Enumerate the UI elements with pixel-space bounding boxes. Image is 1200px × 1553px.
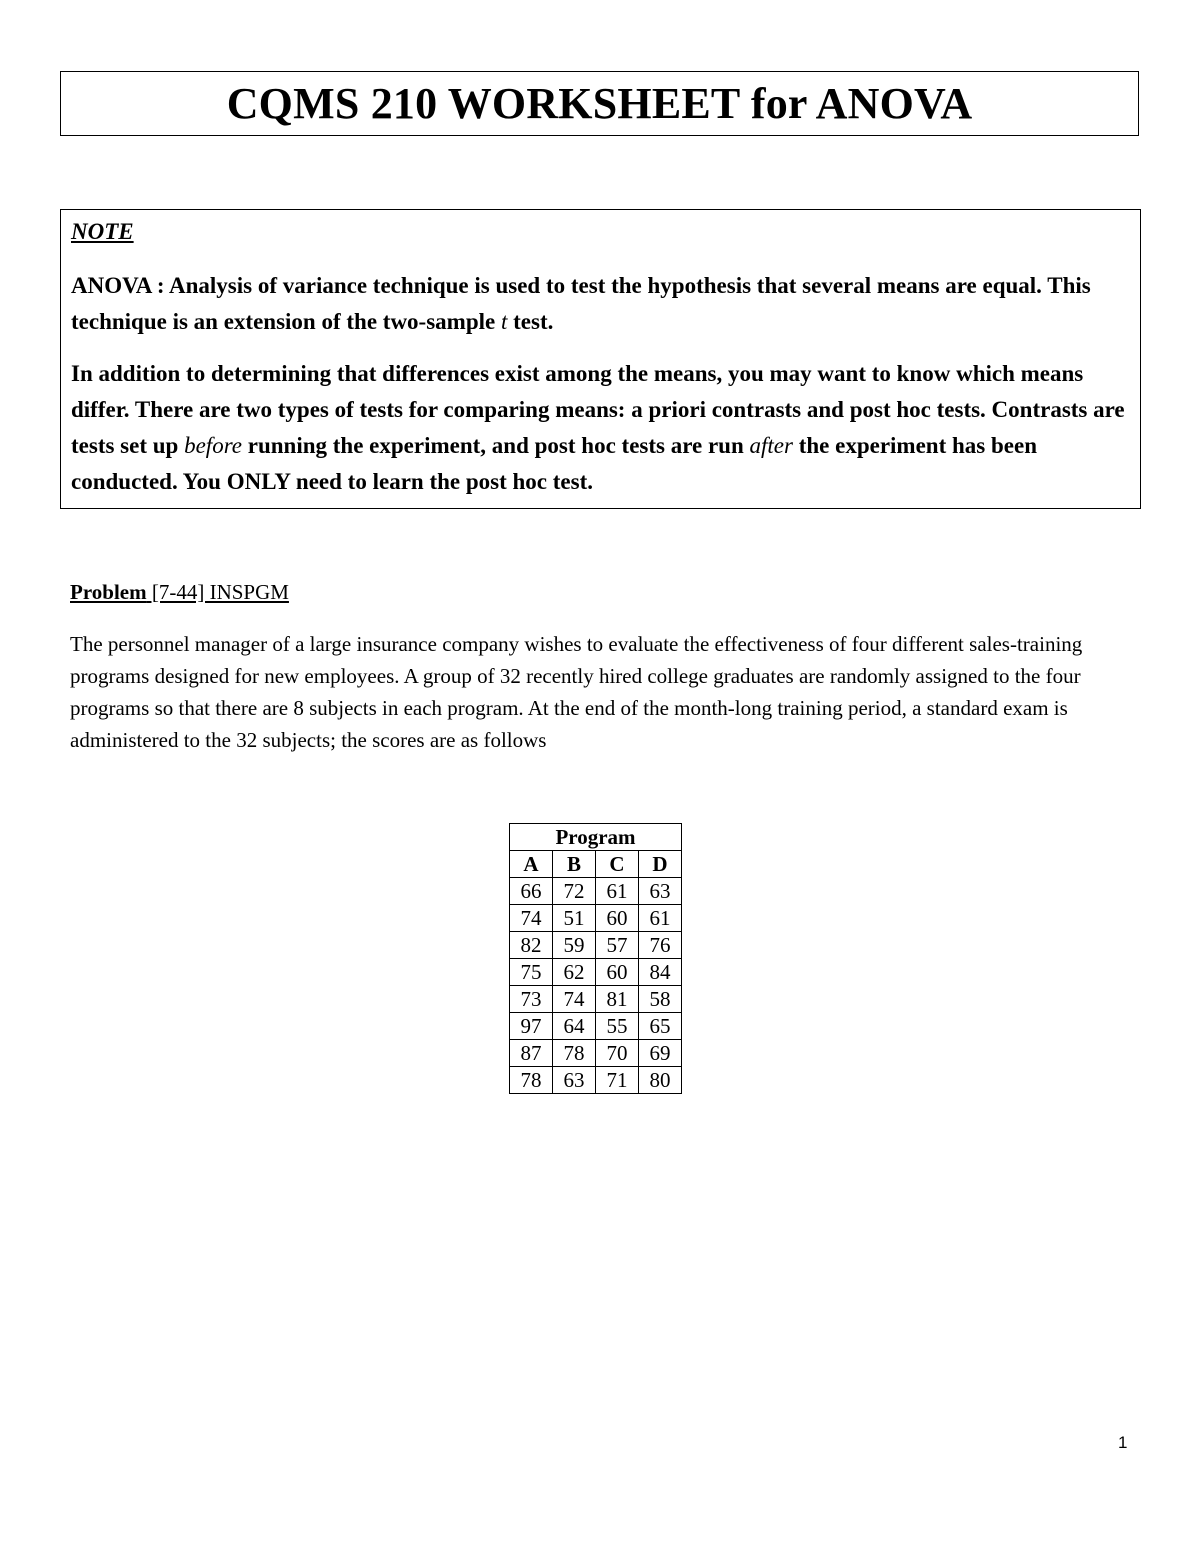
table-cell: 64 <box>553 1013 596 1040</box>
problem-code: [7-44] INSPGM <box>146 580 289 604</box>
table-cell: 69 <box>639 1040 682 1067</box>
table-row <box>510 932 682 959</box>
anova-term: ANOVA : <box>71 273 165 298</box>
anova-definition <box>71 268 1130 340</box>
table-cell: 73 <box>510 986 553 1013</box>
anova-definition-end: test. <box>507 309 554 334</box>
table-cell: 63 <box>553 1067 596 1094</box>
anova-definition-text: Analysis of variance technique is used to test the hypothesis that several means are equal. This technique is an extension of the two-sample <box>71 273 1091 334</box>
before-word: before <box>184 433 242 458</box>
table-cell: 82 <box>510 932 553 959</box>
title-box <box>60 71 1139 136</box>
t-symbol: t <box>500 309 508 334</box>
comparison-text-1: In addition to determining that differences exist among the means, you may want to know which means differ. There are two types of tests for comparing means: a priori contrasts and post hoc tests. Contrasts are tests set up <box>71 361 1125 458</box>
table-row <box>510 959 682 986</box>
table-cell: 57 <box>596 932 639 959</box>
problem-text: The personnel manager of a large insurance company wishes to evaluate the effectiveness of four different sales-training programs designed for new employees. A group of 32 recently hired college graduates are randomly assigned to the four programs so that there are 8 subjects in each program. At the end of the month-long training period, a standard exam is administered to the 32 subjects; the scores are as follows <box>70 632 1083 752</box>
scores-table <box>509 823 682 1094</box>
table-cell: 61 <box>596 878 639 905</box>
table-cell: 76 <box>639 932 682 959</box>
table-cell: 51 <box>553 905 596 932</box>
table-cell: 74 <box>510 905 553 932</box>
column-header-a: A <box>510 851 553 878</box>
table-row <box>510 1040 682 1067</box>
problem-label: Problem <box>70 580 147 604</box>
table-row <box>510 1013 682 1040</box>
page-title: CQMS 210 WORKSHEET for ANOVA <box>226 78 973 128</box>
table-cell: 66 <box>510 878 553 905</box>
after-word: after <box>749 433 793 458</box>
table-row <box>510 1067 682 1094</box>
table-row <box>510 905 682 932</box>
table-cell: 81 <box>596 986 639 1013</box>
table-cell: 75 <box>510 959 553 986</box>
table-cell: 63 <box>639 878 682 905</box>
table-cell: 78 <box>510 1067 553 1094</box>
page-number: 1 <box>1118 1433 1128 1452</box>
note-heading: NOTE <box>71 219 134 244</box>
table-cell: 72 <box>553 878 596 905</box>
table-cell: 70 <box>596 1040 639 1067</box>
column-header-b: B <box>553 851 596 878</box>
table-cell: 84 <box>639 959 682 986</box>
program-header: Program <box>510 824 682 851</box>
table-cell: 97 <box>510 1013 553 1040</box>
comparison-paragraph <box>71 356 1130 500</box>
table-cell: 71 <box>596 1067 639 1094</box>
column-header-c: C <box>596 851 639 878</box>
table-cell: 55 <box>596 1013 639 1040</box>
comparison-text-3: the experiment has been conducted. You ONLY need to learn the post hoc test. <box>71 433 1037 494</box>
table-cell: 58 <box>639 986 682 1013</box>
table-cell: 60 <box>596 959 639 986</box>
table-cell: 74 <box>553 986 596 1013</box>
table-cell: 61 <box>639 905 682 932</box>
table-cell: 78 <box>553 1040 596 1067</box>
problem-heading <box>70 580 289 605</box>
comparison-text-2: running the experiment, and post hoc tests are run <box>242 433 750 458</box>
table-cell: 80 <box>639 1067 682 1094</box>
note-box <box>60 209 1141 509</box>
column-header-d: D <box>639 851 682 878</box>
table-cell: 59 <box>553 932 596 959</box>
table-cell: 87 <box>510 1040 553 1067</box>
table-cell: 62 <box>553 959 596 986</box>
table-cell: 60 <box>596 905 639 932</box>
table-cell: 65 <box>639 1013 682 1040</box>
table-row <box>510 878 682 905</box>
table-row <box>510 986 682 1013</box>
